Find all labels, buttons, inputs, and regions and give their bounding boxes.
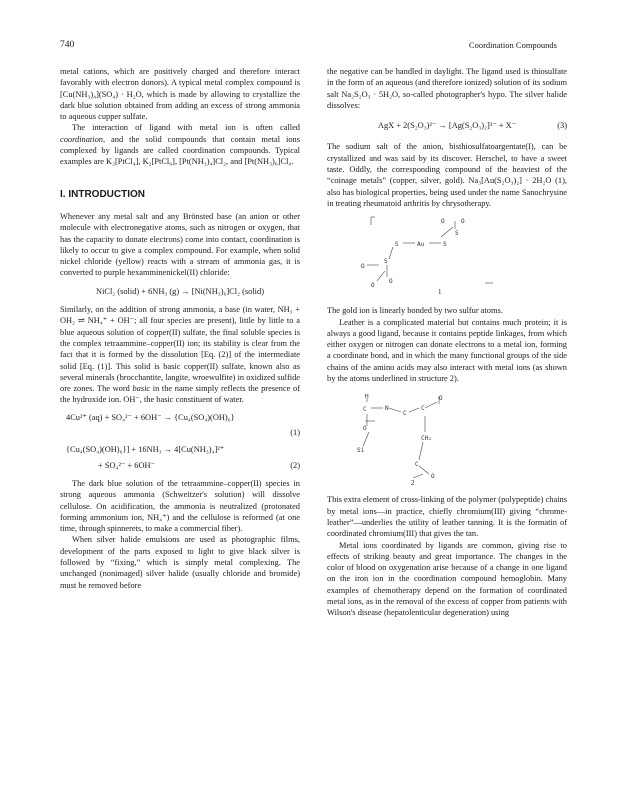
atom-label: O (439, 395, 443, 403)
equation-2-line-1: {Cu₄(SO₄)(OH)₆}] + 16NH₃ → 4[Cu(NH₃)₄]²⁺ (66, 445, 225, 455)
atom-label: O (389, 278, 393, 286)
atom-label: C (403, 410, 407, 418)
equation-1: 4Cu²⁺ (aq) + SO₄²⁻ + 6OH⁻ → {Cu₄(SO₄)(OH)₆} (66, 412, 235, 422)
atom-label: Au (417, 241, 425, 249)
paragraph: The interaction of ligand with metal ion is often called coordination, and the solid compounds that contain metal ions complexed by ligands are called coordination compounds. Typical examples are K₂[PtCl₄], K₂[PtCl₆], [Pt(NH₃)₄]Cl₂, and [Pt(NH₃)₆]Cl₄. (60, 123, 300, 167)
atom-label: H (365, 393, 369, 401)
emphasis: basic (132, 384, 151, 394)
right-column (327, 66, 567, 619)
section-heading: I. INTRODUCTION (60, 188, 145, 200)
paragraph: This extra element of cross-linking of the polymer (polypeptide) chains by metal ions—in practice, chiefly chromium(III) giving “chrome-leather”—underlies the utility of leather tanning. It is the formatin of coordinated chromium(III) that gives the tan. (327, 495, 567, 539)
paragraph: The dark blue solution of the tetraammine–copper(II) species in strong aqueous ammonia (Schweitzer's solution) will dissolve cellulose. On acidification, the ammonia is neutralized (protonated forming ammonium ion, NH₄⁺) and the cellulose is reformed (at one time, through spinnerets, to make a commercial fiber). (60, 478, 300, 534)
structure-caption: 1 (438, 288, 442, 297)
paragraph: Whenever any metal salt and any Brönsted base (an anion or other molecule with electronegative atoms, such as nitrogen or oxygen, that has the capacity to donate electrons) come into contact, coordination is likely to occur to give a complex compound. For example, when solid nickel chloride (yellow) reacts with a stream of ammonia gas, it is converted to purple hexamminenickel(II) chloride: (60, 211, 300, 278)
atom-label: O (361, 263, 365, 271)
equation-number: (3) (557, 121, 567, 131)
paragraph: The sodium salt of the anion, bisthiosulfatoargentate(I), can be crystallized and was said by its discover. Herschel, to have a sweet taste. Oddly, the corresponding compound of the heaviest of the “coinage metals” (copper, silver, gold). Na₃[Au(S₂O₃)₂] · 2H₂O (1), also has biological properties, being used under the name Sanochrysine in treating rheumatoid arthritis by chrysotherapy. (327, 142, 567, 208)
atom-label: S (384, 258, 388, 266)
atom-label: O (371, 282, 375, 290)
atom-label: O (363, 425, 367, 433)
paragraph: Metal ions coordinated by ligands are common, giving rise to effects of striking beauty and great importance. The changes in the color of blood on oxygenation arise because of a change in one ligand on the iron ion in the coordination compound hemoglobin. Many examples of chemotherapy depend on the formation of coordinated metal ions, as in the removal of the excess of copper from patients with Wilson's disease (hepatolenticular degeneration) using (327, 540, 567, 618)
equation-number: (2) (290, 460, 300, 470)
structure-1-drawing (327, 213, 567, 297)
atom-label: O (461, 218, 465, 226)
structure-caption: 2 (411, 479, 415, 488)
paragraph: metal cations, which are positively charged and therefore interact favorably with electron donors). A typical metal complex compound is [Cu(NH₃)₄](SO₄) · H₂O, which is made by allowing to crystallize the dark blue solution obtained from adding an excess of strong ammonia to aqueous cupper sulfate. (60, 67, 300, 122)
structure-2-drawing (327, 388, 567, 486)
paragraph: Similarly, on the addition of strong ammonia, a base (in water, NH₃ + OH₂ ⇌ NH₄⁺ + OH⁻; all four species are present), little by little to a blue aqueous solution of copper(II) sulfate, the final soluble species is the complex tetraammine–copper(II) ion; its stability is clear from the fact that it is formed by the dissolution [Eq. (2)] of the intermediate solid [Eq. (1)]. This solid is basic copper(II) sulfate, known also as several minerals (brocchantite, langite, wroewulfite) in oxidized sulfide ore zones. The word basic in the name simply reflects the presence of the hydroxide ion. OH⁻, the basic constituent of water. (60, 305, 300, 405)
atom-label: S (395, 241, 399, 249)
emphasis: coordination (60, 134, 103, 144)
equation-2-line-2: + SO₄²⁻ + 6OH⁻ (2) (98, 460, 300, 470)
atom-label: CH₂ (421, 435, 432, 443)
atom-label: C (415, 461, 419, 469)
atom-label: C (421, 405, 425, 413)
structure-1 (327, 213, 567, 297)
atom-label: S (443, 241, 447, 249)
equation-number: (1) (290, 428, 300, 438)
equation: NiCl₂ (solid) + 6NH₃ (g) → [Ni(NH₃)₆]Cl₂ (solid) (96, 286, 264, 296)
atom-label: O (431, 473, 435, 481)
paragraph: Leather is a complicated material but contains much protein; it is always a good ligand, because it contains peptide linkages, from which either oxygen or nitrogen can donate electrons to a metal ion, forming a coordinate bond, and in which the many functional groups of the side chains of the amino acids may also interact with metal ions (as shown by the atoms underlined in structure 2). (327, 317, 567, 384)
atom-label: C (363, 406, 367, 414)
equation-3: AgX + 2(S₂O₃)²⁻ → [Ag(S₂O₃)₂]³⁻ + X⁻ (3) (377, 121, 567, 131)
running-title: Coordination Compounds (468, 40, 557, 50)
page-number: 740 (60, 40, 75, 50)
left-column (60, 66, 300, 591)
paragraph: the negative can be handled in daylight. The ligand used is thiosulfate in the form of an aqueous (and therefore ionized) solution of its sodium salt Na₂S₂O₃ · 5H₂O, so-called photographer's hypo. The silver halide dissolves: (327, 67, 567, 110)
atom-label: S (455, 230, 459, 238)
paragraph: When silver halide emulsions are used as photographic films, development of the parts exposed to light to give black silver is followed by “fixing,” which is simply metal complexing. The unchanged (nonimaged) silver halide (usually chloride and bromide) must be removed before (60, 535, 300, 590)
paragraph: The gold ion is linearly bonded by two sulfur atoms. (327, 306, 503, 316)
structure-2 (327, 388, 567, 486)
atom-label: N (385, 405, 389, 413)
atom-label: O (441, 218, 445, 226)
atom-label: Si (357, 447, 365, 455)
